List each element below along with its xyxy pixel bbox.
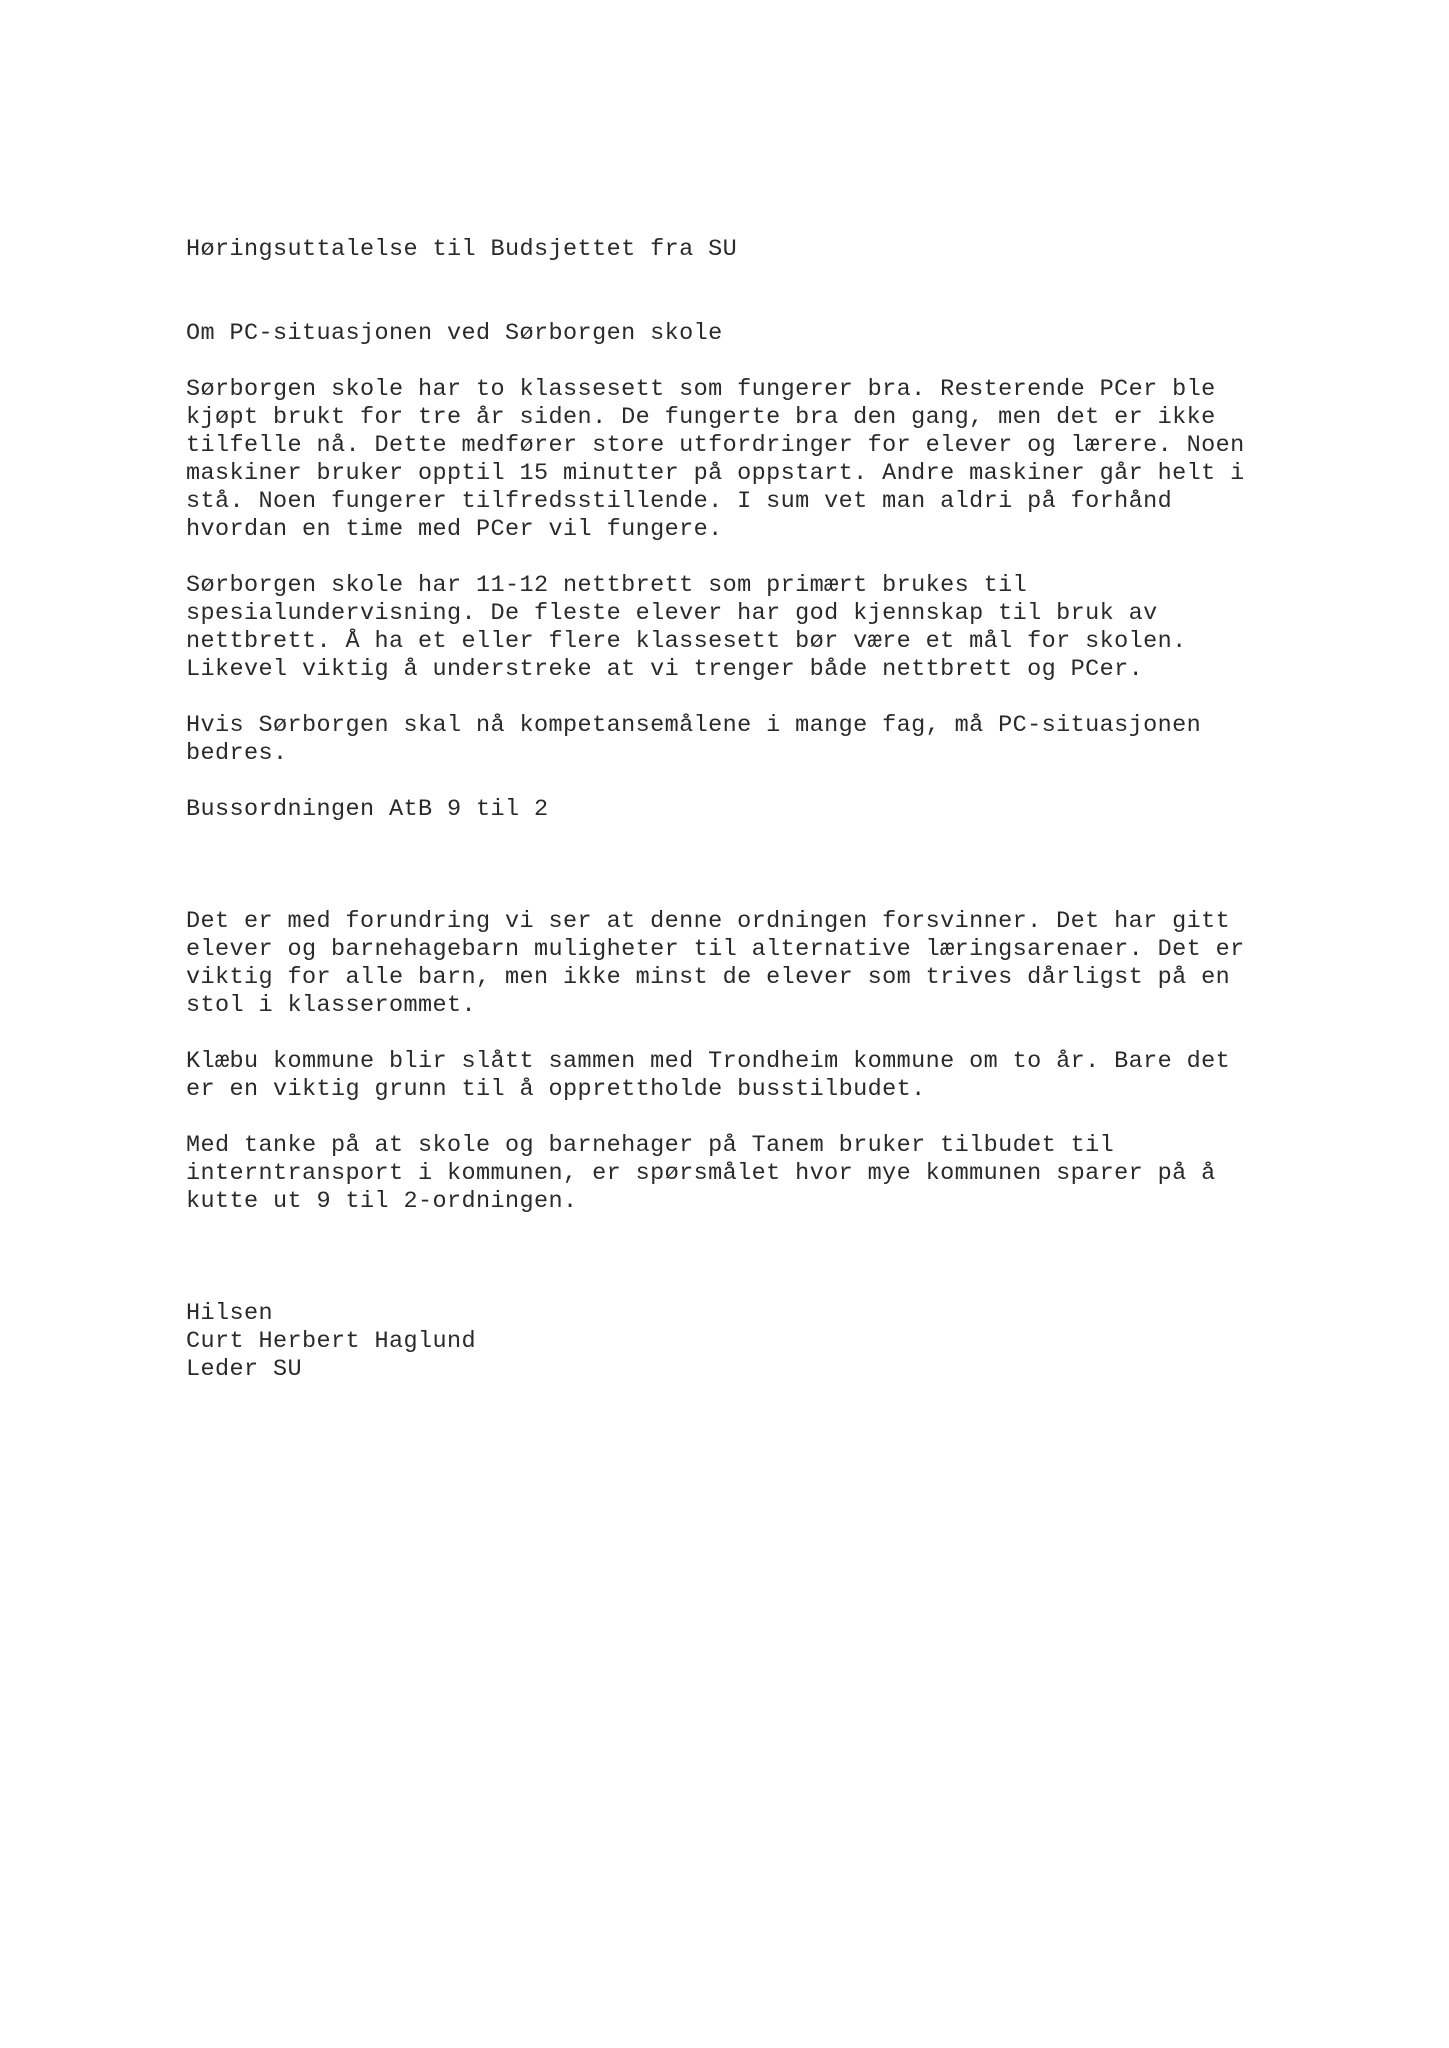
text-line: Med tanke på at skole og barnehager på Tanem bruker tilbudet til [186,1132,1115,1159]
signature-role: Leder SU [186,1356,303,1383]
signature-name: Curt Herbert Haglund [186,1328,477,1355]
text-line: interntransport i kommunen, er spørsmålet hvor mye kommunen sparer på å [186,1160,1216,1187]
paragraph-pc-1 [186,376,1316,544]
text-line: Hvis Sørborgen skal nå kompetansemålene i mange fag, må PC-situasjonen [186,712,1202,739]
text-line: stol i klasserommet. [186,992,477,1019]
paragraph-bus-2 [186,1048,1316,1104]
paragraph-pc-2 [186,572,1316,684]
text-line: stå. Noen fungerer tilfredsstillende. I sum vet man aldri på forhånd [186,488,1173,515]
text-line: Likevel viktig å understreke at vi trenger både nettbrett og PCer. [186,656,1144,683]
text-line: hvordan en time med PCer vil fungere. [186,516,723,543]
paragraph-pc-3 [186,712,1316,768]
signature-greeting: Hilsen [186,1300,274,1327]
text-line: nettbrett. Å ha et eller flere klassesett bør være et mål for skolen. [186,628,1187,655]
text-line: elever og barnehagebarn muligheter til alternative læringsarenaer. Det er [186,936,1245,963]
letter-body [186,236,1316,1384]
section-heading-pc: Om PC-situasjonen ved Sørborgen skole [186,320,723,347]
text-line: Sørborgen skole har to klassesett som fungerer bra. Resterende PCer ble [186,376,1216,403]
text-line: Sørborgen skole har 11-12 nettbrett som primært brukes til [186,572,1028,599]
text-line: kutte ut 9 til 2-ordningen. [186,1188,578,1215]
text-line: viktig for alle barn, men ikke minst de elever som trives dårligst på en [186,964,1231,991]
section-heading-bus: Bussordningen AtB 9 til 2 [186,796,549,823]
document-title: Høringsuttalelse til Budsjettet fra SU [186,236,738,263]
text-line: er en viktig grunn til å opprettholde busstilbudet. [186,1076,926,1103]
text-line: bedres. [186,740,288,767]
signature-block [186,1300,1316,1384]
text-line: tilfelle nå. Dette medfører store utfordringer for elever og lærere. Noen [186,432,1245,459]
paragraph-bus-1 [186,908,1316,1020]
text-line: kjøpt brukt for tre år siden. De fungerte bra den gang, men det er ikke [186,404,1216,431]
text-line: spesialundervisning. De fleste elever har god kjennskap til bruk av [186,600,1158,627]
text-line: Klæbu kommune blir slått sammen med Trondheim kommune om to år. Bare det [186,1048,1231,1075]
paragraph-bus-3 [186,1132,1316,1216]
text-line: maskiner bruker opptil 15 minutter på oppstart. Andre maskiner går helt i [186,460,1245,487]
text-line: Det er med forundring vi ser at denne ordningen forsvinner. Det har gitt [186,908,1231,935]
